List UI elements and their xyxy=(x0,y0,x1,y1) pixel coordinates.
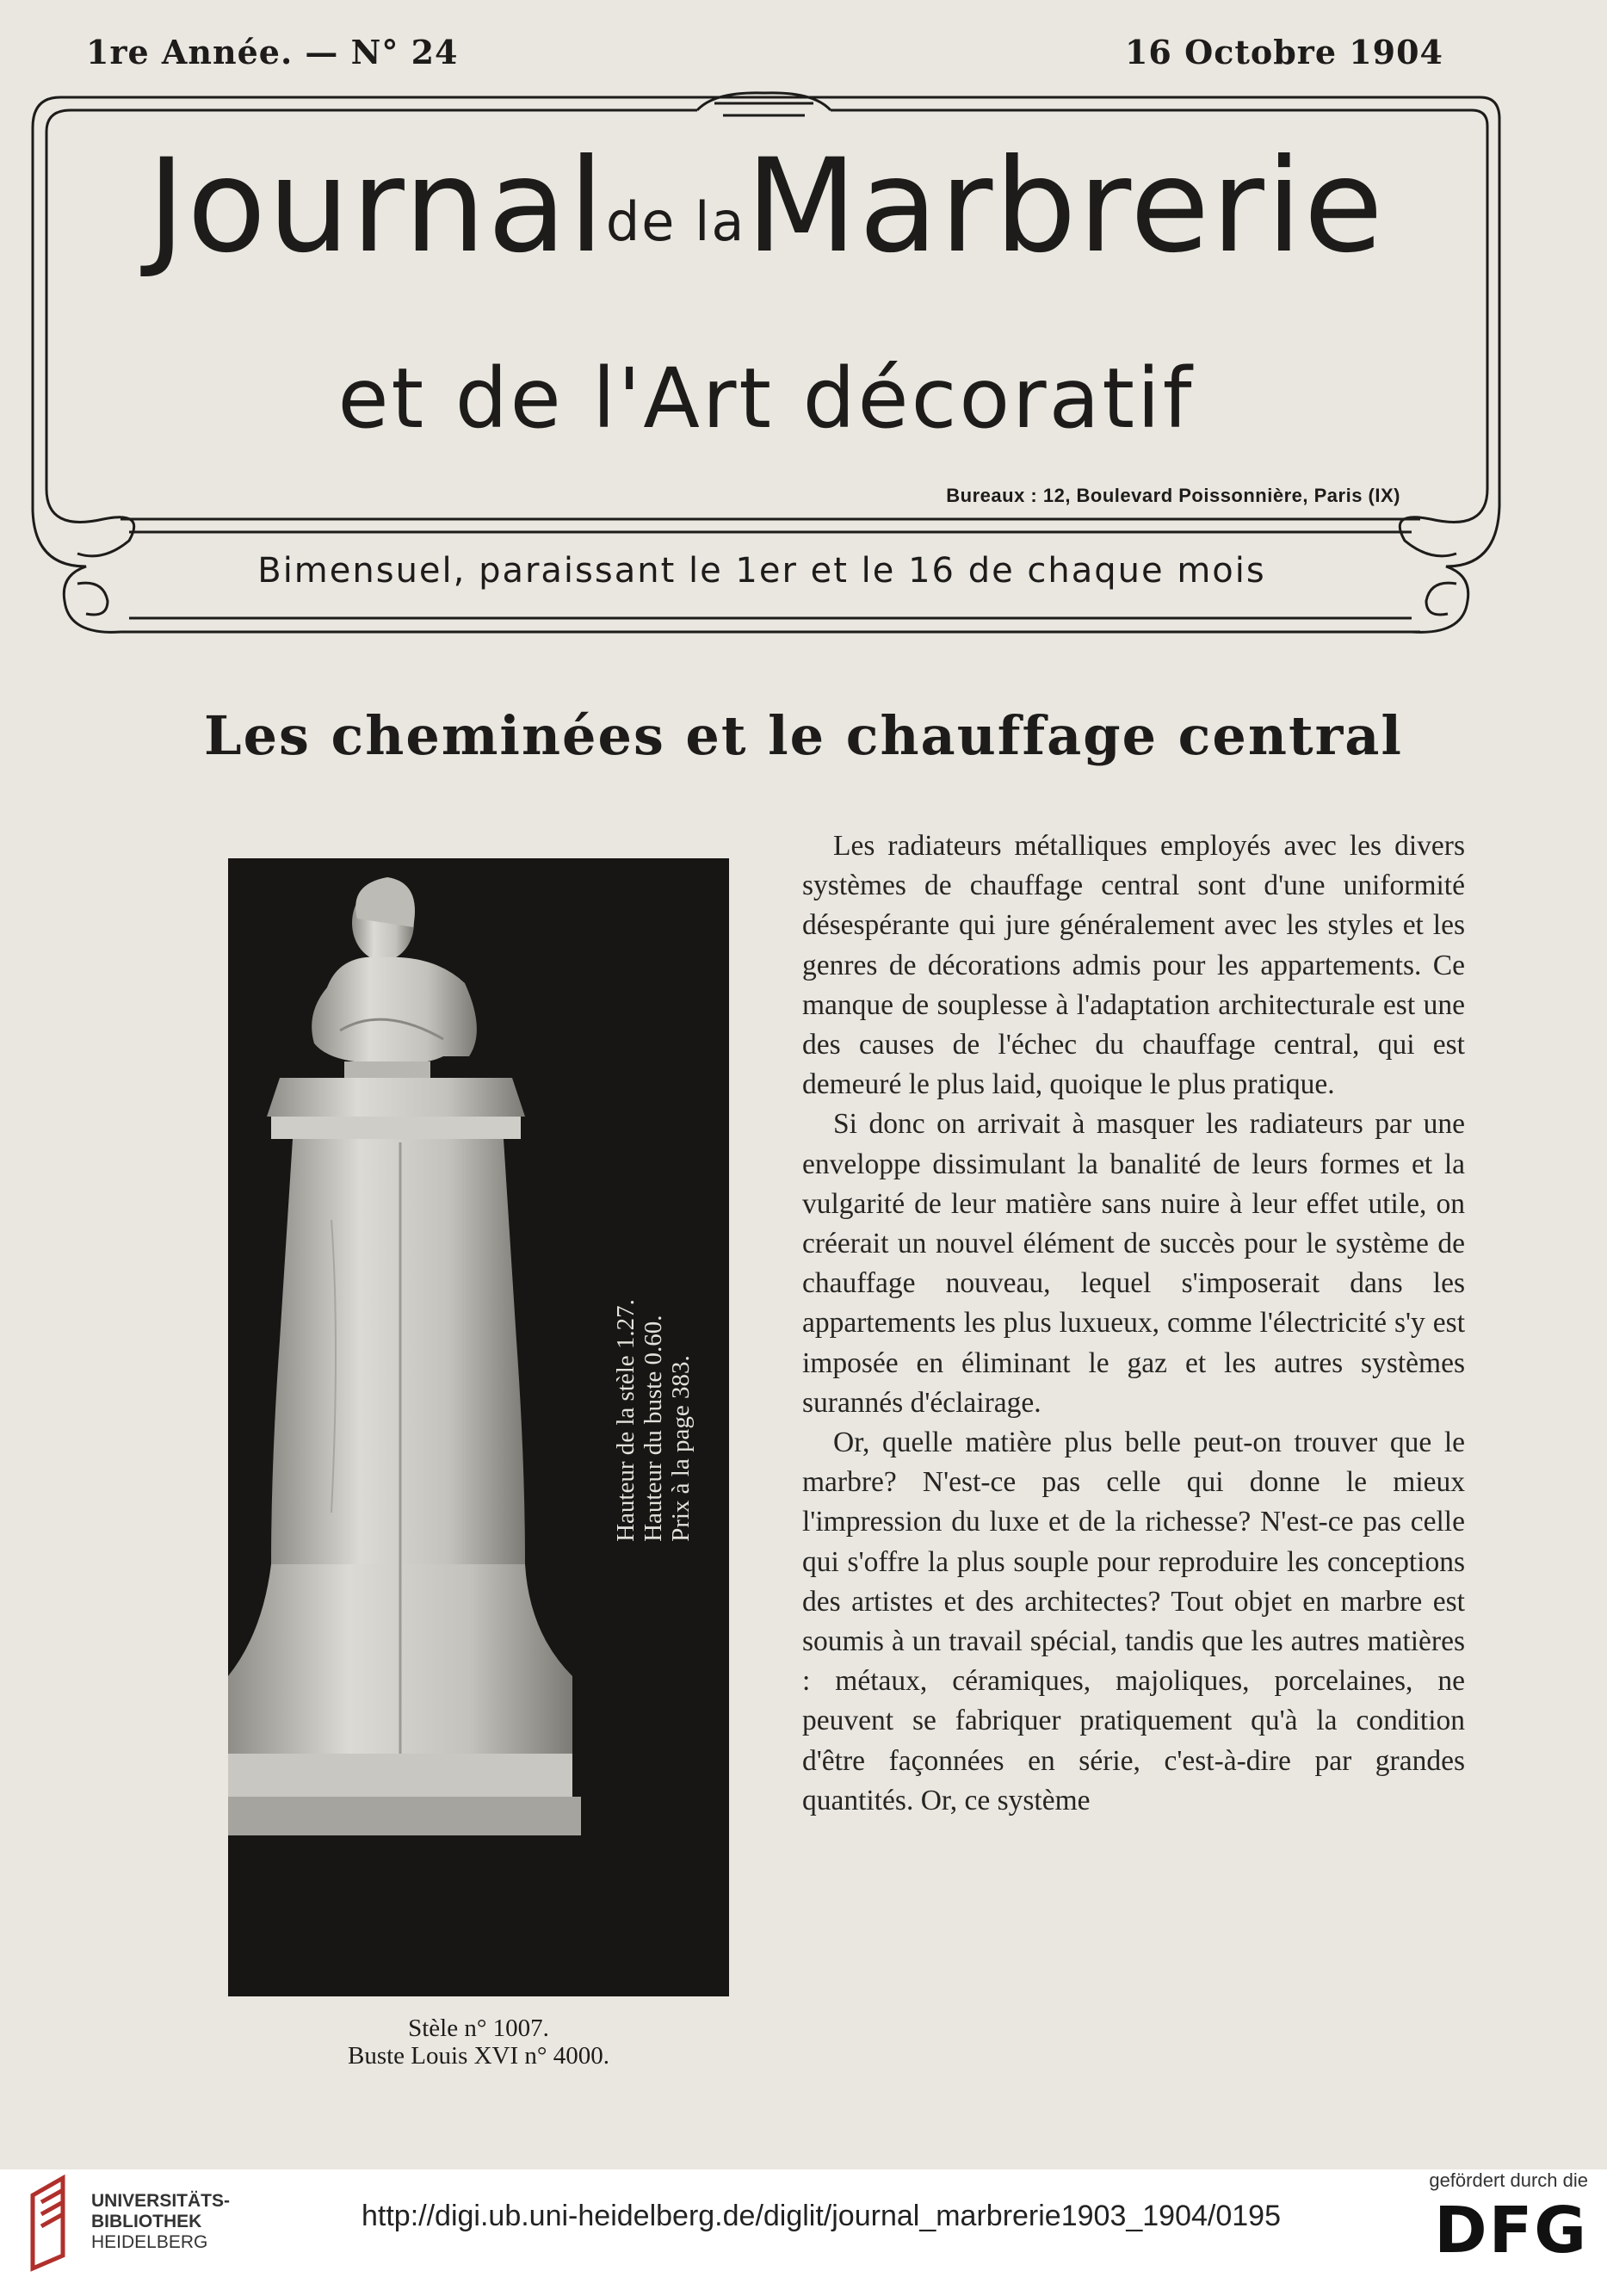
funding-label: gefördert durch die xyxy=(1429,2169,1588,2191)
stele-height: Hauteur de la stèle 1.27. xyxy=(612,1299,640,1542)
article-paragraph: Si donc on arrivait à masquer les radiateurs par une enveloppe dissimulant la banalité de leurs formes et la vulgarité de leur matière sans nuire à leur effet utile, on créerait un nouvel élément de succès pour le système de chauffage nouveau, lequel s'imposerait dans les appartements les plus luxueux, comme l'électricité s'y est imposée en éliminant le gaz et les autres systèmes surannés d'éclairage. xyxy=(802,1108,1465,1419)
masthead-title-marbrerie: Marbrerie xyxy=(745,132,1385,282)
price-reference: Prix à la page 383. xyxy=(666,1355,695,1542)
library-name xyxy=(91,2191,230,2253)
library-name-line1: UNIVERSITÄTS- xyxy=(91,2191,231,2211)
bust-height: Hauteur du buste 0.60. xyxy=(640,1315,668,1542)
issue-date: 16 Octobre 1904 xyxy=(1124,33,1443,71)
article-headline: Les cheminées et le chauffage central xyxy=(204,704,1403,767)
source-url[interactable]: http://digi.ub.uni-heidelberg.de/diglit/journal_marbrerie1903_1904/0195 xyxy=(362,2200,1281,2232)
photo-caption xyxy=(228,2014,729,2070)
masthead-title-dela: de la xyxy=(605,190,746,253)
library-name-line3: HEIDELBERG xyxy=(91,2232,208,2252)
masthead-subtitle: et de l'Art décoratif xyxy=(337,350,1195,447)
issue-number: 1re Année. — N° 24 xyxy=(86,33,459,71)
article-paragraph: Or, quelle matière plus belle peut-on trouver que le marbre? N'est-ce pas celle qui donne le mieux l'impression du luxe et de la richesse? N'est-ce pas celle qui s'offre la plus souple pour reproduire les conceptions des artistes et des architectes? Tout objet en marbre est soumis à un travail spécial, tandis que les autres matières : métaux, céramiques, majoliques, porcelaines, ne peuvent se fabriquer pratiquement qu'à la condition d'être façonnées en série, c'est-à-dire par grandes quantités. Or, ce système xyxy=(802,1426,1465,1816)
article-body xyxy=(802,826,1465,1821)
masthead-title xyxy=(77,132,1455,282)
masthead-address: Bureaux : 12, Boulevard Poissonnière, Paris (IX) xyxy=(946,485,1400,506)
masthead-title-journal: Journal xyxy=(147,132,606,282)
library-name-line2: BIBLIOTHEK xyxy=(91,2212,202,2231)
article-paragraph: Les radiateurs métalliques employés avec les divers systèmes de chauffage central sont d'une uniformité désespérante qui jure généralement avec les styles et les genres de décorations admis pour les appartements. Ce manque de souplesse à l'adaptation architecturale est une des causes de l'échec du chauffage central, qui est demeuré le plus laid, quoique le plus pratique. xyxy=(802,830,1465,1101)
caption-bust: Buste Louis XVI n° 4000. xyxy=(347,2042,609,2070)
caption-stele: Stèle n° 1007. xyxy=(408,2014,549,2042)
dfg-logo: DFG xyxy=(1434,2194,1588,2268)
masthead-frequency: Bimensuel, paraissant le 1er et le 16 de chaque mois xyxy=(257,551,1266,591)
stele-dimensions xyxy=(603,1240,706,1601)
